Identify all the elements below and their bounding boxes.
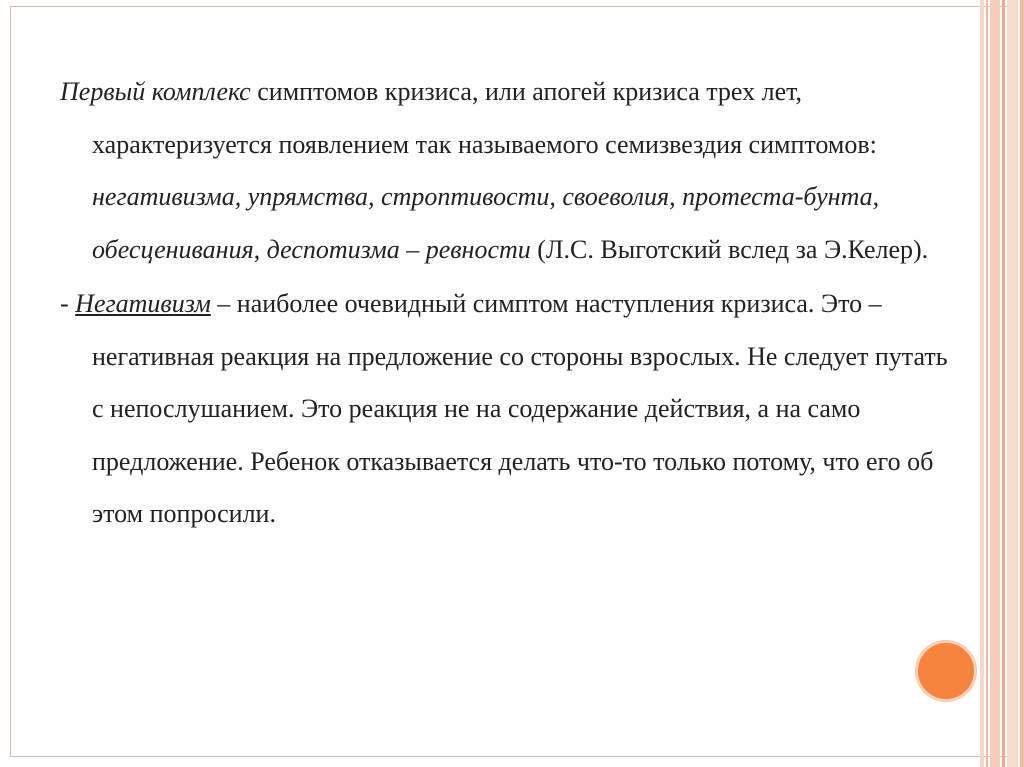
stripe [1020, 0, 1024, 767]
decorative-stripes [980, 0, 1024, 767]
lead-italic: Первый комплекс [60, 77, 251, 106]
paragraph-negativism [60, 278, 965, 541]
term-negativism: Негативизм [75, 289, 211, 318]
decorative-circle [916, 641, 976, 701]
paragraph-first-complex [60, 66, 965, 276]
paragraph-text: – наиболее очевидный симптом наступления кризиса. Это – негативная реакция на предложение со стороны взрослых. Не следует путать с непослушанием. Это реакция не на содержание действия, а на само предложение. Ребенок отказывается делать что-то только потому, что его об этом попросили. [92, 289, 948, 528]
citation: (Л.С. Выготский вслед за Э.Келер). [530, 234, 929, 264]
slide-body [60, 66, 965, 541]
stripe [986, 0, 988, 767]
stripe [980, 0, 984, 767]
symptoms-list: негативизма, упрямства, строптивости, своеволия, протеста-бунта, обесценивания, деспотизма – ревности [92, 182, 880, 264]
stripe [1007, 0, 1018, 767]
paragraph-text: симптомов кризиса, или апогей кризиса трех лет, характеризуется появлением так называемого семизвездия симптомов: [92, 77, 877, 159]
stripe [1002, 0, 1005, 767]
stripe [990, 0, 1000, 767]
list-dash: - [60, 289, 76, 318]
